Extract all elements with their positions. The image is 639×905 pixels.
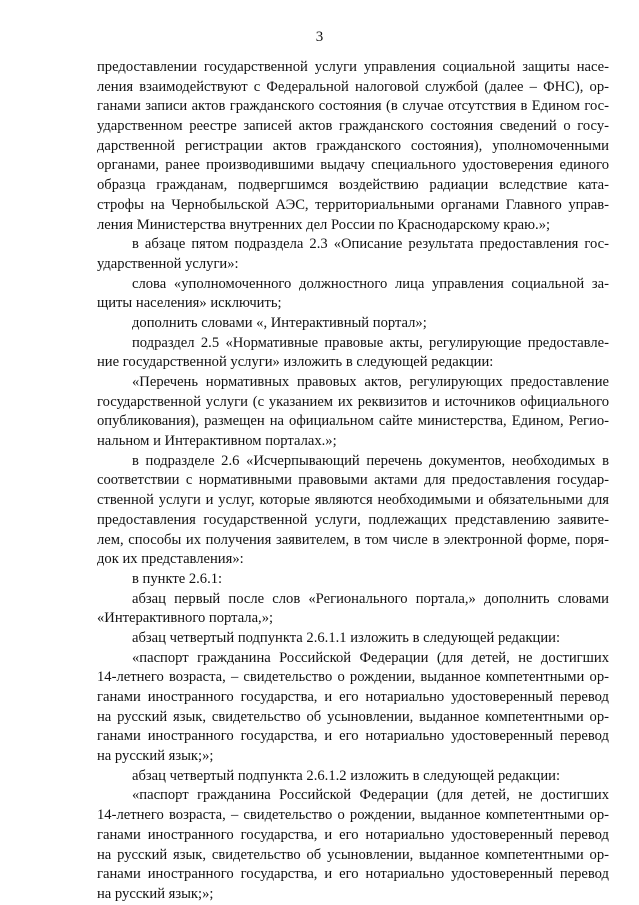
text-line: предоставления государственной услуги, подлежащих представлению заявите- bbox=[97, 511, 609, 528]
text-line: на русский язык;»; bbox=[97, 748, 214, 765]
text-line: в подразделе 2.6 «Исчерпывающий перечень документов, необходимых в bbox=[132, 452, 609, 469]
text-line: предоставлении государственной услуги управления социальной защиты насе- bbox=[97, 59, 609, 75]
text-line: «паспорт гражданина Российской Федерации (для детей, не достигших bbox=[132, 649, 609, 666]
text-line: опубликования), размещен на официальном сайте министерства, Едином, Регио- bbox=[97, 413, 609, 430]
text-line: слова «уполномоченного должностного лица управления социальной за- bbox=[132, 275, 609, 292]
text-line: абзац первый после слов «Регионального портала,» дополнить словами bbox=[132, 590, 609, 607]
text-line: ударственном реестре записей актов гражданского состояния сведений о госу- bbox=[97, 118, 609, 135]
text-line: щиты населения» исключить; bbox=[97, 295, 282, 312]
text-line: на русский язык, свидетельство об усыновлении, выданное компетентными ор- bbox=[97, 708, 609, 725]
text-line: на русский язык;»; bbox=[97, 885, 214, 902]
text-line: соответствии с нормативными правовыми актами для предоставления государ- bbox=[97, 472, 609, 489]
text-line: дарственной регистрации актов гражданского состояния), уполномоченными bbox=[97, 137, 609, 154]
text-line: «Интерактивного портала,»; bbox=[97, 610, 274, 627]
text-line: ственной услуги и услуг, которые являются необходимыми и обязательными для bbox=[97, 492, 609, 509]
text-line: ганами иностранного государства, и его нотариально удостоверенный перевод bbox=[97, 728, 609, 745]
body-text bbox=[97, 58, 609, 905]
text-line: нальном и Интерактивном порталах.»; bbox=[97, 433, 337, 450]
text-line: абзац четвертый подпункта 2.6.1.1 изложить в следующей редакции: bbox=[132, 629, 561, 646]
text-line: абзац четвертый подпункта 2.6.1.2 изложить в следующей редакции: bbox=[132, 767, 561, 784]
text-line: ления Министерства внутренних дел России по Краснодарскому краю.»; bbox=[97, 216, 551, 233]
text-line: ние государственной услуги» изложить в следующей редакции: bbox=[97, 354, 494, 371]
text-line: «Перечень нормативных правовых актов, регулирующих предоставление bbox=[132, 374, 609, 390]
text-line: строфы на Чернобыльской АЭС, территориальными органами Главного управ- bbox=[97, 196, 609, 213]
text-line: в абзаце пятом подраздела 2.3 «Описание результата предоставления гос- bbox=[132, 236, 609, 253]
text-line: органами, ранее производившими выдачу специального удостоверения единого bbox=[97, 157, 609, 174]
text-line: ударственной услуги»: bbox=[97, 255, 239, 272]
text-line: лем, способы их получения заявителем, в том числе в электронной форме, поря- bbox=[97, 531, 609, 548]
text-line: ганами иностранного государства, и его нотариально удостоверенный перевод bbox=[97, 866, 609, 883]
text-line: дополнить словами «, Интерактивный портал»; bbox=[132, 314, 427, 331]
text-line: в пункте 2.6.1: bbox=[132, 570, 223, 587]
text-line: ганами иностранного государства, и его нотариально удостоверенный перевод bbox=[97, 826, 609, 843]
text-line: док их представления»: bbox=[97, 551, 244, 568]
page-number: 3 bbox=[315, 29, 324, 45]
text-line: государственной услуги (с указанием их реквизитов и источников официального bbox=[97, 393, 609, 410]
text-line: ления взаимодействуют с Федеральной налоговой службой (далее – ФНС), ор- bbox=[97, 78, 609, 95]
text-line: на русский язык, свидетельство об усыновлении, выданное компетентными ор- bbox=[97, 846, 609, 863]
text-line: «паспорт гражданина Российской Федерации (для детей, не достигших bbox=[132, 787, 609, 804]
text-line: 14-летнего возраста, – свидетельство о рождении, выданное компетентными ор- bbox=[97, 807, 609, 824]
text-line: ганами иностранного государства, и его нотариально удостоверенный перевод bbox=[97, 689, 609, 705]
text-line: подраздел 2.5 «Нормативные правовые акты, регулирующие предоставле- bbox=[132, 334, 609, 351]
text-line: ганами записи актов гражданского состояния (в случае отсутствия в Едином гос- bbox=[97, 98, 609, 115]
text-line: образца гражданам, подвергшимся воздействию радиации вследствие ката- bbox=[97, 177, 609, 194]
text-line: 14-летнего возраста, – свидетельство о рождении, выданное компетентными ор- bbox=[97, 669, 609, 686]
